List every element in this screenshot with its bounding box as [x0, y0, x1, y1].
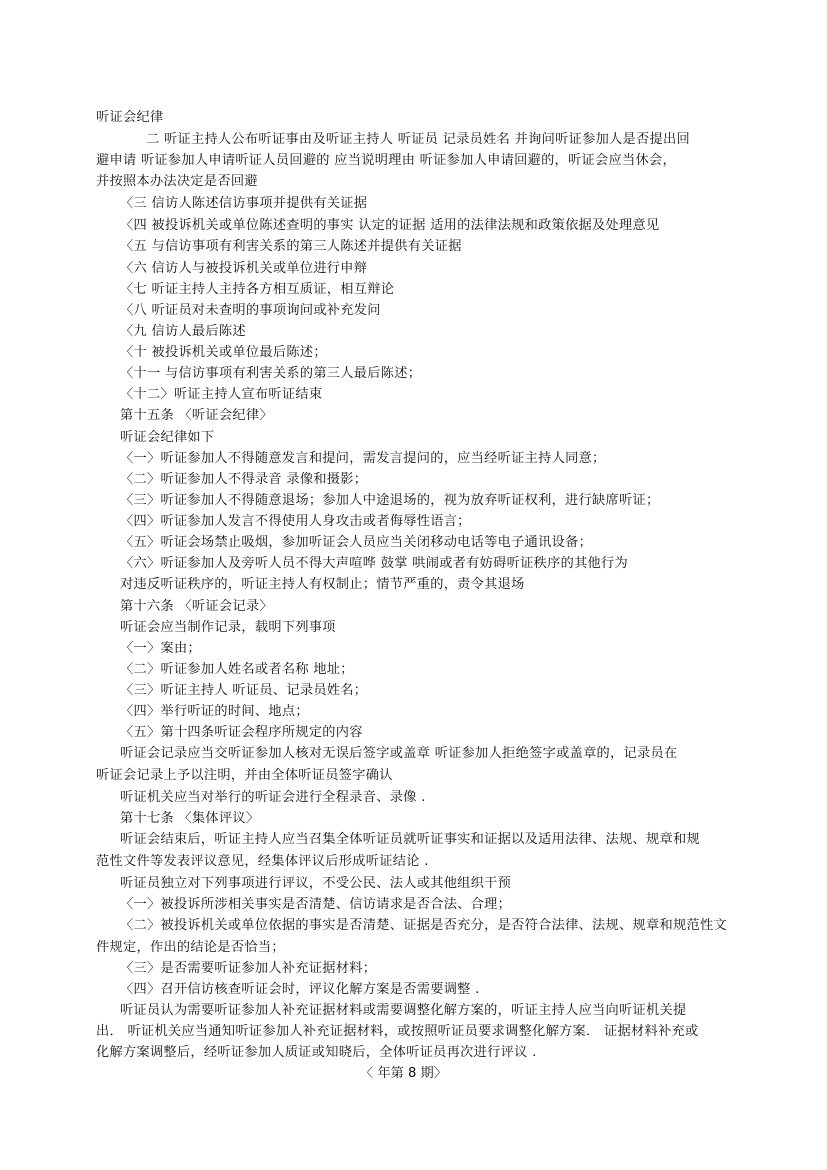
paragraph-line: 件规定，作出的结论是否恰当；: [96, 940, 285, 955]
paragraph-line: 听证会结束后，听证主持人应当召集全体听证员就听证事实和证据以及适用法律、法规、规章和规: [120, 832, 700, 847]
article-heading: 第十七条 〈集体评议〉: [120, 811, 260, 826]
list-item: 〈四〉召开信访核查听证会时，评议化解方案是否需要调整 .: [120, 982, 480, 997]
list-item: 〈四〉举行听证的时间、地点；: [120, 704, 309, 719]
list-item: 〈一〉听证参加人不得随意发言和提问，需发言提问的，应当经听证主持人同意；: [120, 451, 606, 466]
list-item: 〈十一 与信访事项有利害关系的第三人最后陈述；: [120, 366, 422, 381]
list-item: 〈七 听证主持人主持各方相互质证，相互辩论: [120, 282, 395, 297]
paragraph-line: 听证会记录上予以注明，并由全体听证员签字确认: [96, 768, 393, 783]
paragraph-line: 避申请 听证参加人申请听证人员回避的 应当说明理由 听证参加人申请回避的，听证会应当休会，: [96, 153, 676, 168]
paragraph-line: 听证会纪律如下: [120, 430, 215, 445]
list-item: 〈三〉听证主持人 听证员、记录员姓名；: [120, 683, 368, 698]
list-item: 〈四 被投诉机关或单位陈述查明的事实 认定的证据 适用的法律法规和政策依据及处理意见: [120, 218, 660, 233]
list-item: 〈五 与信访事项有利害关系的第三人陈述并提供有关证据: [120, 239, 462, 254]
list-item: 〈九 信访人最后陈述: [120, 324, 246, 339]
article-heading: 第十五条 〈听证会纪律〉: [120, 408, 273, 423]
paragraph-line: 对违反听证秩序的，听证主持人有权制止；情节严重的，责令其退场: [120, 577, 525, 592]
paragraph-line: 听证会记录应当交听证参加人核对无误后签字或盖章 听证参加人拒绝签字或盖章的，记录员在: [120, 746, 678, 761]
paragraph-line: 听证员认为需要听证参加人补充证据材料或需要调整化解方案的，听证主持人应当向听证机关提: [120, 1003, 687, 1018]
list-item: 〈四〉听证参加人发言不得使用人身攻击或者侮辱性语言；: [120, 514, 471, 529]
list-item: 〈二〉听证参加人姓名或者名称 地址；: [120, 662, 354, 677]
list-item: 〈三〉听证参加人不得随意退场；参加人中途退场的，视为放弃听证权利，进行缺席听证；: [120, 493, 660, 508]
list-item: 〈五〉听证会场禁止吸烟，参加听证会人员应当关闭移动电话等电子通讯设备；: [120, 535, 593, 550]
list-item: 〈六〉听证参加人及旁听人员不得大声喧哗 鼓掌 哄闹或者有妨碍听证秩序的其他行为: [120, 556, 629, 571]
list-item: 〈八 听证员对未查明的事项询问或补充发问: [120, 303, 381, 318]
paragraph-line: 化解方案调整后，经听证参加人质证或知晓后，全体听证员再次进行评议 .: [96, 1045, 537, 1060]
list-item: 〈一〉案由；: [120, 641, 201, 656]
paragraph-line: 范性文件等发表评议意见，经集体评议后形成听证结论 .: [96, 854, 429, 869]
list-item: 〈二〉被投诉机关或单位依据的事实是否清楚、证据是否充分，是否符合法律、法规、规章和规范性文: [120, 918, 727, 933]
heading-hearing-discipline: 听证会纪律: [96, 110, 164, 125]
list-item: 〈三 信访人陈述信访事项并提供有关证据: [120, 196, 368, 211]
list-item: 〈十 被投诉机关或单位最后陈述；: [120, 345, 327, 360]
paragraph-line: 并按照本办法决定是否回避: [96, 174, 258, 189]
paragraph-line: 出． 听证机关应当通知听证参加人补充证据材料，或按照听证员要求调整化解方案． 证据材料补充或: [96, 1024, 699, 1039]
paragraph-line: 听证机关应当对举行的听证会进行全程录音、录像 .: [120, 790, 426, 805]
list-item: 〈一〉被投诉所涉相关事实是否清楚、信访请求是否合法、合理；: [120, 897, 512, 912]
list-item: 〈六 信访人与被投诉机关或单位进行申辩: [120, 261, 368, 276]
paragraph-line: 听证员独立对下列事项进行评议，不受公民、法人或其他组织干预: [120, 876, 512, 891]
list-item: 〈五〉第十四条听证会程序所规定的内容: [120, 725, 363, 740]
paragraph-line: 二 听证主持人公布听证事由及听证主持人 听证员 记录员姓名 并询问听证参加人是否提出回: [146, 132, 690, 147]
page-footer-issue: 〈 年第 8 期〉: [360, 1066, 447, 1081]
list-item: 〈十二〉听证主持人宣布听证结束: [120, 387, 323, 402]
paragraph-line: 听证会应当制作记录，载明下列事项: [120, 620, 336, 635]
article-heading: 第十六条 〈听证会记录〉: [120, 599, 273, 614]
list-item: 〈二〉听证参加人不得录音 录像和摄影；: [120, 472, 368, 487]
list-item: 〈三〉是否需要听证参加人补充证据材料；: [120, 961, 377, 976]
